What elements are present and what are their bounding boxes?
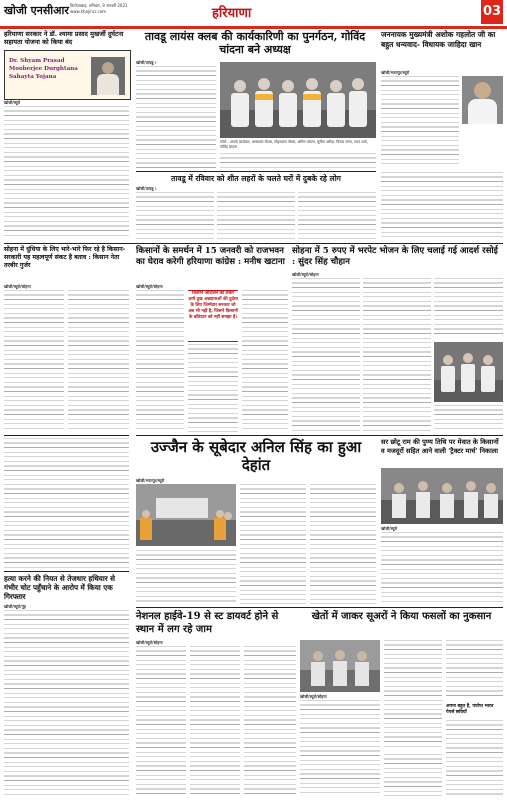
trains-photo: [381, 468, 503, 524]
tau-headline: तावडू लायंस क्लब की कार्यकारिणी का पुनर्गठन, गोविंद चांदना बने अध्यक्ष: [144, 30, 366, 56]
bhojan-byline: खोजी/ब्यूरो/सोहना: [292, 272, 319, 277]
highway-body-col3: [244, 646, 296, 796]
sarson-byline: खोजी/ब्यूरो/सोहना: [4, 284, 31, 289]
trains-headline: सर छोटू राम की पुण्य तिथि पर मेवात के किसानों व मजदूरों सहित आने वाली 'ट्रैक्टर मार्च' निकाला: [381, 438, 499, 455]
tau-byline: खोजी/तावडू ।: [136, 60, 157, 65]
section-title: हरियाणा: [212, 6, 252, 21]
murder-body: [4, 610, 129, 796]
tau-body-col1: [136, 66, 216, 168]
yojana-ad-text: Dr. Shyam Prasad Mooberjee Durghtana Sahayta Yojana: [9, 58, 78, 80]
pigs-sub-headline: अपना बहुत है, पर्याप्त भारत पेपर्स छवियाँ: [446, 704, 494, 715]
pigs-body-col4: [446, 720, 503, 796]
bhojan-body-col2: [363, 278, 431, 432]
gehlot-byline: खोजी/भरतपुर/ब्यूरो: [381, 70, 410, 75]
trains-body: [381, 532, 503, 604]
highway-body-col2: [190, 646, 240, 796]
farmers-body-col3: [242, 290, 288, 432]
cold-byline: खोजी/तावडू ।: [136, 186, 157, 191]
tau-photo: [220, 62, 376, 138]
brand-logo: खोजी एनसीआर: [4, 4, 69, 17]
gehlot-headline: जननायक मुख्यमंत्री अशोक गहलोत जी का बहुत धन्यवाद- विधायक जाहिदा खान: [381, 30, 496, 49]
murder-byline: खोजी/ब्यूरो/नूंह: [4, 604, 26, 609]
sarson-body-col1: [4, 290, 64, 432]
pigs-body-col1: [300, 700, 380, 796]
bhojan-photo: [434, 342, 503, 402]
cold-body-col3: [298, 192, 376, 240]
cold-headline: तावडू में रविवार को शीत लहरों के चलते घरों में दुबके रहे लोग: [171, 174, 341, 183]
highway-body-col1: [136, 646, 186, 796]
highway-byline: खोजी/ब्यूरो/सोहना: [136, 640, 163, 645]
farmers-byline: खोजी/ब्यूरो/सोहना: [136, 284, 163, 289]
cold-body-col1: [136, 192, 214, 240]
ujjain-byline: खोजी/भरतपुर/ब्यूरो: [136, 478, 165, 483]
bhojan-photo-scene: [434, 342, 503, 402]
ujjain-body-col1: [240, 484, 306, 604]
bhojan-body-col1: [292, 278, 360, 432]
masthead: [0, 0, 507, 29]
pigs-body-col5: [384, 754, 442, 796]
sarson-headline: सोहना में धुंधिया के लिए भारे-भारे फिर रहे है किसान-सरकारी यह महत्वपूर्ण संकट है बताव : किसान नेता तरबीर गुर्जर: [4, 246, 126, 269]
murder-headline: हत्या करने की नियत से तेजधार हथियार से गंभीर चोट पहुँचाने के आरोप में किया एक गिरफ्तार: [4, 574, 116, 601]
yojana-ad: [4, 50, 131, 100]
ujjain-body-col2: [310, 484, 376, 604]
farmers-pullquote-box: [188, 290, 238, 342]
edition-date: फ़िरोज़ाबाद, शनिवार, 9 जनवरी 2021: [70, 3, 128, 8]
page-number: 03: [481, 0, 503, 24]
tau-caption: फोटो : अपनेा कार्यक्रम, अमरदास गोयल, मोहनदास गोयल, अनिल चांदना, सुनील अरोड़ा, विजय जग्गा, पवन शर्मा, गोविंद चांदना: [220, 140, 368, 149]
pigs-body-col2: [384, 640, 442, 750]
trains-photo-scene: [381, 468, 503, 524]
sarson-body-col2: [68, 290, 129, 432]
edition-url: www.khojincr.com: [70, 9, 107, 14]
ujjain-photo: [136, 484, 236, 546]
ujjain-body-col0: [136, 550, 236, 604]
edition-meta: [70, 3, 128, 15]
tau-body-col2: [220, 153, 376, 168]
farmers-body-col2: [188, 344, 238, 432]
ujjain-headline: उज्जैन के सूबेदार अनिल सिंह का हुआ देहांत: [150, 438, 362, 474]
tau-photo-people: [220, 62, 376, 138]
bhojan-body-col3: [434, 278, 503, 338]
gehlot-portrait: [462, 76, 503, 124]
yojana-byline: खोजी/ब्यूरो: [4, 100, 21, 105]
pigs-body-col3: [446, 640, 503, 700]
pigs-photo-scene: [300, 640, 380, 692]
gehlot-body-2: [381, 172, 503, 240]
cold-body-col2: [217, 192, 295, 240]
sarson-body-continued: [4, 438, 129, 568]
yojana-ad-portrait: [91, 57, 125, 95]
pigs-byline: खोजी/ब्यूरो/सोहना: [300, 694, 327, 699]
yojana-headline: हरियाणा सरकार ने डॉ. श्यामा प्रसाद मुखर्जी दुर्घटना सहायता योजना को किया बंद: [4, 30, 124, 46]
ujjain-photo-scene: [136, 484, 236, 546]
trains-byline: खोजी/ब्यूरो: [381, 526, 398, 531]
farmers-body-col1: [136, 290, 184, 432]
pigs-headline: खेतों में जाकर सूअरों ने किया फसलों का नुकसान: [311, 611, 492, 622]
bhojan-headline: सोहना में 5 रुपए में भरपेट भोजन के लिए चलाई गई आदर्श रसोई : सुंदर सिंह चौहान: [292, 246, 498, 267]
gehlot-body: [381, 76, 459, 168]
farmers-pullquote: किसान आंदोलन को लेकर आये दुख अन्नदाताओं की दुर्दशा के लिए जिम्मेदार सरकार जो अब भी नहीं है, जिसने किसानों के बलिदान को नहीं समझा है।: [188, 291, 238, 320]
highway-headline: नेशनल हाईवे-19 से स्ट डायवर्ट होने से स्थान में लग रहे जाम: [136, 611, 279, 635]
pigs-photo: [300, 640, 380, 692]
farmers-headline: किसानों के समर्थन में 15 जनवरी को राजभवन का घेराव करेगी हरियाणा कांग्रेस : मनीष खटाना: [136, 246, 285, 267]
bhojan-body-col4: [434, 405, 503, 432]
yojana-body: [4, 106, 129, 236]
